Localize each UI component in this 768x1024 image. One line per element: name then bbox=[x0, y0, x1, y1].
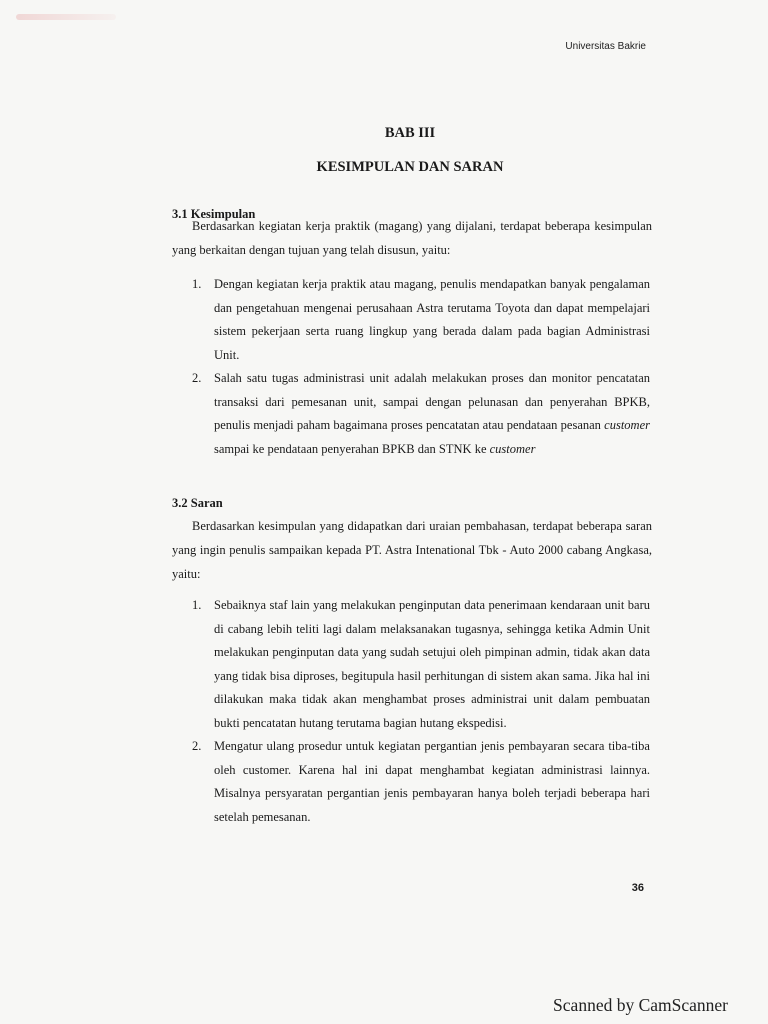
institution-header: Universitas Bakrie bbox=[565, 41, 646, 52]
scan-artifact bbox=[16, 14, 116, 20]
list-item bbox=[180, 594, 650, 735]
intro-text: Berdasarkan kesimpulan yang didapatkan dari uraian pembahasan, terdapat beberapa saran yang ingin penulis sampaikan kepada PT. Astra Intenational Tbk - Auto 2000 cabang Angkasa, yaitu: bbox=[172, 519, 652, 581]
suggestion-list bbox=[180, 594, 650, 829]
list-item bbox=[180, 367, 650, 461]
list-number: 2. bbox=[192, 739, 202, 753]
chapter-number: BAB III bbox=[384, 125, 436, 141]
section-intro-saran bbox=[172, 514, 652, 586]
list-item-text: Mengatur ulang prosedur untuk kegiatan pergantian jenis pembayaran secara tiba-tiba oleh customer. Karena hal ini dapat menghambat kegiatan administrasi lainnya. Misalnya persyaratan pergantian jenis pembayaran hanya boleh terjadi beberapa hari setelah pemesanan. bbox=[214, 739, 650, 824]
list-item-text: Salah satu tugas administrasi unit adalah melakukan proses dan monitor pencatatan transaksi dari pemesanan unit, sampai dengan pelunasan dan penyerahan BPKB, penulis menjadi paham bagaimana proses pencatatan atau pendataan pesanan customer sampai ke pendataan penyerahan BPKB dan STNK ke customer bbox=[214, 371, 650, 456]
list-number: 1. bbox=[192, 277, 202, 291]
intro-text: Berdasarkan kegiatan kerja praktik (magang) yang dijalani, terdapat beberapa kesimpulan yang berkaitan dengan tujuan yang telah disusun, yaitu: bbox=[172, 219, 652, 257]
list-item-text: Dengan kegiatan kerja praktik atau magang, penulis mendapatkan banyak pengalaman dan pengetahuan mengenai perusahaan Astra terutama Toyota dan dapat mempelajari sistem pekerjaan serta ruang lingkup yang berada dalam pada bagian Administrasi Unit. bbox=[214, 277, 650, 362]
section-intro-kesimpulan bbox=[172, 214, 652, 262]
section-heading-saran: 3.2 Saran bbox=[172, 496, 223, 510]
chapter-title: KESIMPULAN DAN SARAN bbox=[316, 159, 504, 175]
conclusion-list bbox=[180, 273, 650, 461]
page-number: 36 bbox=[631, 882, 644, 894]
list-number: 1. bbox=[192, 598, 202, 612]
list-item bbox=[180, 273, 650, 367]
list-item-text: Sebaiknya staf lain yang melakukan penginputan data penerimaan kendaraan unit baru di cabang lebih teliti lagi dalam melaksanakan tugasnya, sehingga ketika Admin Unit melakukan penginputan data yang sudah setujui oleh pimpinan admin, tidak akan data yang tidak bisa diproses, begitupula hasil perhitungan di sistem akan sama. Jika hal ini dilakukan maka tidak akan menghambat proses administrai unit dalam pembuatan bukti pencatatan hutang terutama bagian hutang ekspedisi. bbox=[214, 598, 650, 730]
list-item bbox=[180, 735, 650, 829]
list-number: 2. bbox=[192, 371, 202, 385]
section-heading-kesimpulan: 3.1 Kesimpulan bbox=[172, 207, 256, 221]
camscanner-watermark: Scanned by CamScanner bbox=[553, 995, 728, 1015]
